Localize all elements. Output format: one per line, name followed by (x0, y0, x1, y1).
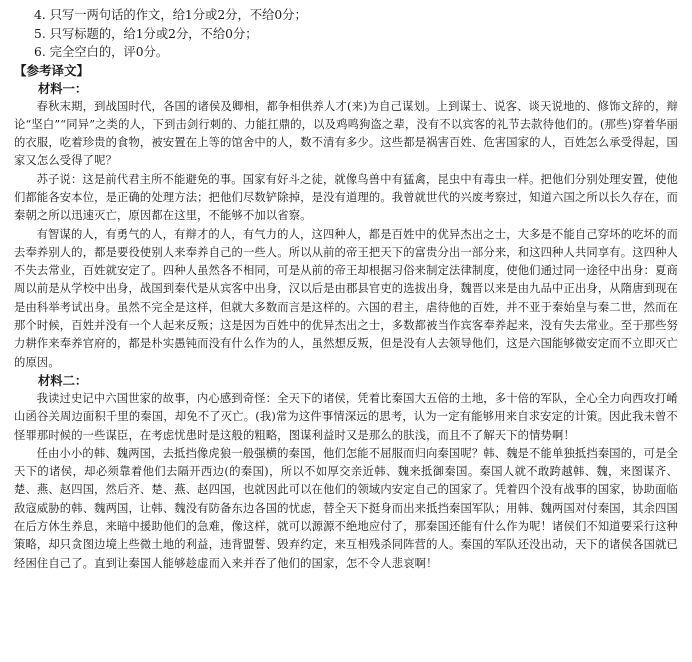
scoring-rule-6: 6. 完全空白的，评0分。 (34, 45, 169, 59)
scoring-rule-4: 4. 只写一两句话的作文，给1分或2分，不给0分； (34, 8, 307, 22)
material-1-heading: 材料一： (38, 81, 88, 96)
material-1-paragraph-1: 春秋末期，到战国时代，各国的诸侯及卿相，都争相供养人才(来)为自己谋划。上到谋士、说客、谈天说地的、修饰文辞的，辩论“坚白”“同异”之类的人，下到击剑行刺的、力能扛鼎的，以及鸡鸣狗盗之辈，没有不以宾客的礼节去款待他们的。(那些)穿着华丽的衣服，吃着珍贵的食物，被安置在上等的馆舍中的人，数不清有多少。这些都是祸害百姓、危害国家的人，百姓怎么承受得起，国家又怎么受得了呢？ (14, 99, 678, 168)
material-1-paragraph-2: 苏子说：这是前代君主所不能避免的事。国家有好斗之徒，就像鸟兽中有猛禽，昆虫中有毒虫一样。把他们分别处理安置，使他们都能各安本位，是正确的处理方法；把他们尽数铲除掉，是没有道理的。我曾就世代的兴废考察过，知道六国之所以长久存在，而秦朝之所以迅速灭亡，原因都在这里，不能够不加以省察。 (14, 172, 678, 223)
material-1-paragraph-3: 有智谋的人，有勇气的人，有辩才的人，有气力的人，这四种人，都是百姓中的优异杰出之士，大多是不能自己穿坏的吃坏的而去奉养别人的，都是要役使别人来奉养自己的一些人。所以从前的帝王把天下的富贵分出一部分来，和这四种人共同享有。这四种人不失去常业，百姓就安定了。四种人虽然各不相同，可是从前的帝王却根据习俗来制定法律制度，使他们通过同一途径中出身：夏商周以前是从学校中出身，战国到秦代是从宾客中出身，汉以后是由郡县官吏的选拔出身，魏晋以来是由九品中正出身，从隋唐到现在是由科举考试出身。虽然不完全是这样，但就大多数而言是这样的。六国的君主，虐待他的百姓，并不亚于秦始皇与秦二世，然而在那个时候，百姓并没有一个人起来反叛；这是因为百姓中的优异杰出之士，多数都被当作宾客奉养起来，没有失去常业。至于那些努力耕作来奉养官府的，都是朴实愚钝而没有什么作为的人，虽然想反叛，但是没有人去领导他们，这是六国能够微安定而不立即灭亡的原因。 (14, 227, 678, 369)
material-1-section (14, 80, 678, 372)
material-2-paragraph-2: 任由小小的韩、魏两国，去抵挡像虎狼一般强横的秦国，他们怎能不屈服而归向秦国呢？韩、魏是不能单独抵挡秦国的，可是全天下的诸侯，却必须靠着他们去隔开西边(的秦国)，所以不如厚交亲近韩、魏来抵御秦国。秦国人就不敢跨越韩、魏，来图谋齐、楚、燕、赵四国，然后齐、楚、燕、赵四国，也就因此可以在他们的领域内安定自己的国家了。凭着四个没有战事的国家，协助面临敌寇威胁的韩、魏两国，让韩、魏没有防备东边各国的忧虑，替全天下挺身而出来抵挡秦国军队；用韩、魏两国对付秦国，其余四国在后方休生养息，来暗中援助他们的急难，像这样，就可以源源不绝地应付了，那秦国还能有什么作为呢！诸侯们不知道要采行这种策略，却只贪图边境上些微土地的利益，违背盟誓、毁弃约定，来互相残杀同阵营的人。秦国的军队还没出动，天下的诸侯各国就已经困住自己了。直到让秦国人能够趁虚而入来并吞了他们的国家，怎不令人悲哀啊！ (14, 446, 678, 570)
material-2-paragraph-1: 我读过史记中六国世家的故事，内心感到奇怪：全天下的诸侯，凭着比秦国大五倍的土地，多十倍的军队，全心全力向西攻打崤山函谷关周边面积千里的秦国，却免不了灭亡。(我)常为这件事情深远的思考，认为一定有能够用来自求安定的计策。因此我未曾不怪罪那时候的一些谋臣，在考虑忧患时是这般的粗略，图谋利益时又是那么的肤浅，而且不了解天下的情势啊！ (14, 391, 678, 442)
reference-translation-heading: 【参考译文】 (14, 62, 90, 78)
scoring-rules (14, 6, 678, 62)
scoring-rule-5: 5. 只写标题的，给1分或2分，不给0分； (34, 26, 258, 41)
material-2-section (14, 372, 678, 573)
material-2-heading: 材料二： (38, 373, 88, 388)
